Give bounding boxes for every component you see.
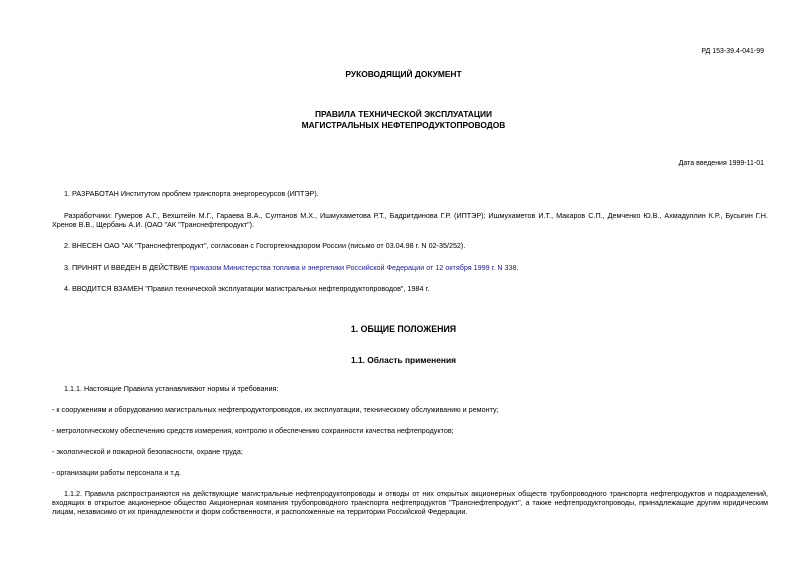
list-item: - метрологическому обеспечению средств измерения, контролю и обеспечению сохранности качества нефтепродуктов;	[52, 426, 454, 435]
clause-1-1-1: 1.1.1. Настоящие Правила устанавливают нормы и требования:	[64, 384, 279, 393]
document-code: РД 153-39.4-041-99	[701, 48, 764, 55]
document-title	[0, 109, 807, 130]
list-item: - организации работы персонала и т.д.	[52, 468, 182, 477]
preamble-developed-by: 1. РАЗРАБОТАН Институтом проблем транспорта энергоресурсов (ИПТЭР).	[64, 189, 319, 198]
subsection-heading: 1.1. Область применения	[351, 355, 456, 365]
document-type-heading: РУКОВОДЯЩИЙ ДОКУМЕНТ	[345, 69, 462, 79]
preamble-replaces: 4. ВВОДИТСЯ ВЗАМЕН "Правил технической эксплуатации магистральных нефтепродуктопроводов", 1984 г.	[64, 284, 430, 293]
document-title-line-1: ПРАВИЛА ТЕХНИЧЕСКОЙ ЭКСПЛУАТАЦИИ	[315, 109, 492, 119]
preamble-introduced-by: 2. ВНЕСЕН ОАО "АК "Транснефтепродукт", согласован с Госгортехнадзором России (письмо от 03.04.98 г. N 02-35/252).	[64, 241, 466, 250]
ministry-order-link[interactable]: приказом Министерства топлива и энергетики Российской Федерации от 12 октября 1999 г. N 338	[190, 263, 517, 272]
clause-1-1-2: 1.1.2. Правила распространяются на действующие магистральные нефтепродуктопроводы и отводы от них открытых акционерных обществ трубопроводного транспорта нефтепродуктов и подразделений, входящих в открытое акционерное общество Акционерная компания трубопроводного транспорта нефтепродуктов "Транснефтепродукт", а также нефтепродуктопроводы, принадлежащие другим юридическим лицам, независимо от их принадлежности и форм собственности, и расположенные на территории Российской Федерации.	[52, 489, 768, 516]
preamble-developers: Разработчики: Гумеров А.Г., Вехштейн М.Г., Гараева В.А., Султанов М.Х., Ишмухаметова Р.Т., Бадритдинова Г.Р. (ИПТЭР); Ишмухаметов И.Т., Макаров С.П., Демченко Ю.В., Ахмадуллин К.Р., Бусыгин Г.Н. Хренов В.В., Щербань А.И. (ОАО "АК "Транснефтепродукт").	[52, 211, 768, 229]
section-heading: 1. ОБЩИЕ ПОЛОЖЕНИЯ	[350, 324, 457, 334]
document-title-line-2: МАГИСТРАЛЬНЫХ НЕФТЕПРОДУКТОПРОВОДОВ	[301, 119, 506, 130]
effective-date: Дата введения 1999-11-01	[678, 160, 764, 167]
preamble-adopted-suffix: .	[516, 263, 519, 272]
list-item: - к сооружениям и оборудованию магистральных нефтепродуктопроводов, их эксплуатации, техническому обслуживанию и ремонту;	[52, 405, 499, 414]
preamble-adopted-prefix: 3. ПРИНЯТ И ВВЕДЕН В ДЕЙСТВИЕ	[64, 263, 190, 272]
preamble-adopted	[52, 263, 768, 272]
list-item: - экологической и пожарной безопасности, охране труда;	[52, 447, 243, 456]
